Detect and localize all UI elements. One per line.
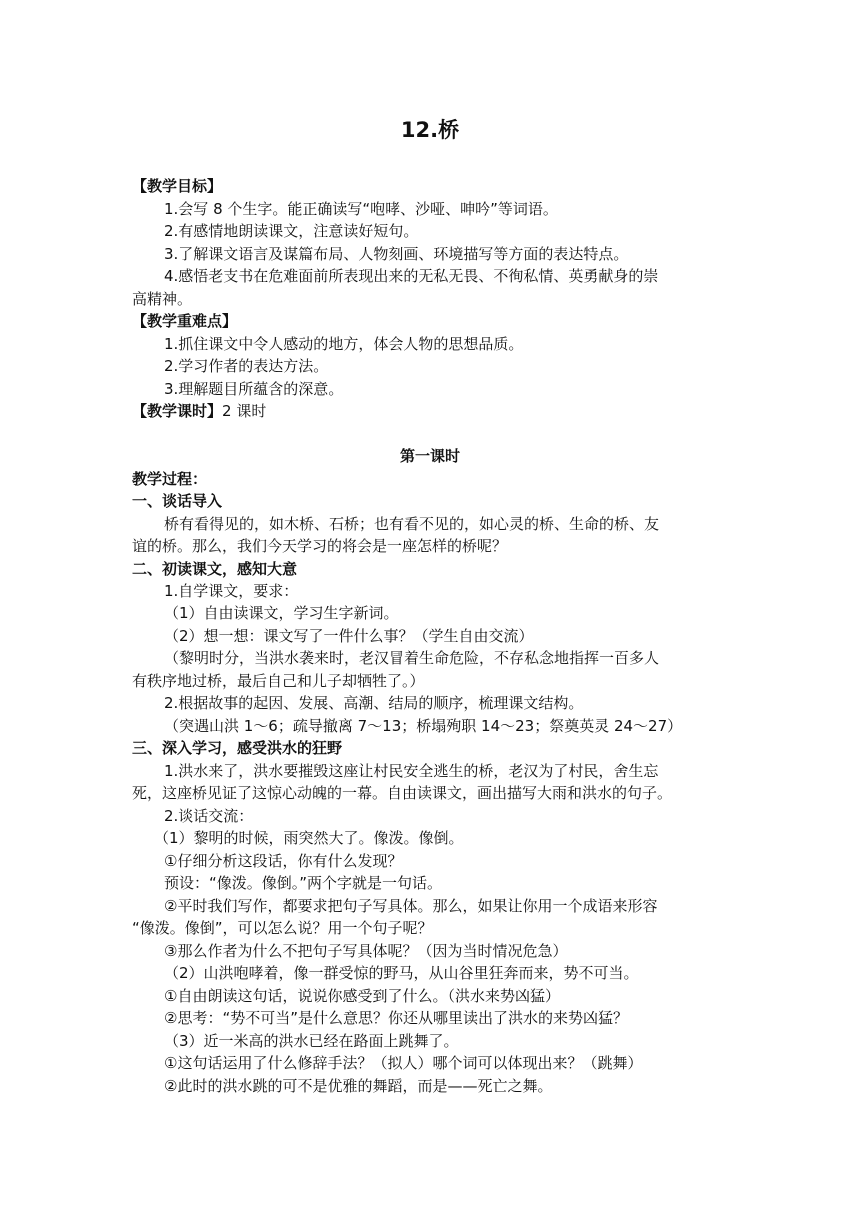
paragraph: 桥有看得见的，如木桥、石桥；也有看不见的，如心灵的桥、生命的桥、友 [164,515,660,533]
paragraph: 死，这座桥见证了这惊心动魄的一幕。自由读课文，画出描写大雨和洪水的句子。 [132,784,673,802]
paragraph: 高精神。 [132,290,193,308]
paragraph: （3）近一米高的洪水已经在路面上跳舞了。 [164,1032,459,1050]
teaching-hours [132,400,732,422]
section-heading-hours: 【教学课时】 [132,402,223,420]
paragraph: 有秩序地过桥，最后自己和儿子却牺牲了。） [132,672,425,690]
paragraph: ②平时我们写作，都要求把句子写具体。那么，如果让你用一个成语来形容 [164,897,658,915]
paragraph: 2.有感情地朗读课文，注意读好短句。 [164,222,419,240]
section-heading: 一、谈话导入 [132,492,223,510]
paragraph: 预设：“像泼。像倒。”两个字就是一句话。 [164,874,443,892]
paragraph: ③那么作者为什么不把句子写具体呢？（因为当时情况危急） [164,942,568,960]
paragraph: 1.自学课文，要求： [164,582,299,600]
paragraph: （突遇山洪 1～6；疏导撤离 7～13；桥塌殉职 14～23；祭奠英灵 24～27） [164,717,683,735]
paragraph: ①自由朗读这句话，说说你感受到了什么。（洪水来势凶猛） [164,987,560,1005]
section-heading: 二、初读课文，感知大意 [132,560,298,578]
paragraph: 谊的桥。那么，我们今天学习的将会是一座怎样的桥呢？ [132,537,508,555]
paragraph: ②此时的洪水跳的可不是优雅的舞蹈，而是——死亡之舞。 [164,1077,553,1095]
paragraph: 3.理解题目所蕴含的深意。 [164,380,344,398]
paragraph: 1.抓住课文中令人感动的地方，体会人物的思想品质。 [164,335,524,353]
paragraph: （1）自由读课文，学习生字新词。 [164,604,399,622]
hours-value: 2 课时 [222,402,267,420]
section-heading: 三、深入学习，感受洪水的狂野 [132,739,343,757]
paragraph: （2）山洪咆哮着，像一群受惊的野马，从山谷里狂奔而来，势不可当。 [164,964,639,982]
lesson-title: 第一课时 [399,447,460,465]
process-heading: 教学过程： [132,470,208,488]
paragraph: “像泼。像倒”，可以怎么说？用一个句子呢？ [132,919,433,937]
paragraph: 2.谈话交流： [164,807,254,825]
paragraph: （2）想一想：课文写了一件什么事？（学生自由交流） [164,627,534,645]
paragraph: ②思考：“势不可当”是什么意思？你还从哪里读出了洪水的来势凶猛？ [164,1009,628,1027]
paragraph: 3.了解课文语言及谋篇布局、人物刻画、环境描写等方面的表达特点。 [164,245,629,263]
paragraph: 2.学习作者的表达方法。 [164,357,329,375]
section-heading-goals: 【教学目标】 [132,177,223,195]
section-heading-key-points: 【教学重难点】 [132,312,238,330]
paragraph: （1）黎明的时候，雨突然大了。像泼。像倒。 [154,829,464,847]
paragraph: ①仔细分析这段话，你有什么发现？ [164,852,403,870]
paragraph: 1.洪水来了，洪水要摧毁这座让村民安全逃生的桥，老汉为了村民，舍生忘 [164,762,659,780]
paragraph: ①这句话运用了什么修辞手法？（拟人）哪个词可以体现出来？（跳舞） [164,1054,643,1072]
paragraph: 2.根据故事的起因、发展、高潮、结局的顺序，梳理课文结构。 [164,694,584,712]
paragraph: 1.会写 8 个生字。能正确读写“咆哮、沙哑、呻吟”等词语。 [164,200,558,218]
document-title: 12.桥 [400,118,460,142]
paragraph: 4.感悟老支书在危难面前所表现出来的无私无畏、不徇私情、英勇献身的崇 [164,267,659,285]
paragraph: （黎明时分，当洪水袭来时，老汉冒着生命危险，不存私念地指挥一百多人 [164,649,660,667]
